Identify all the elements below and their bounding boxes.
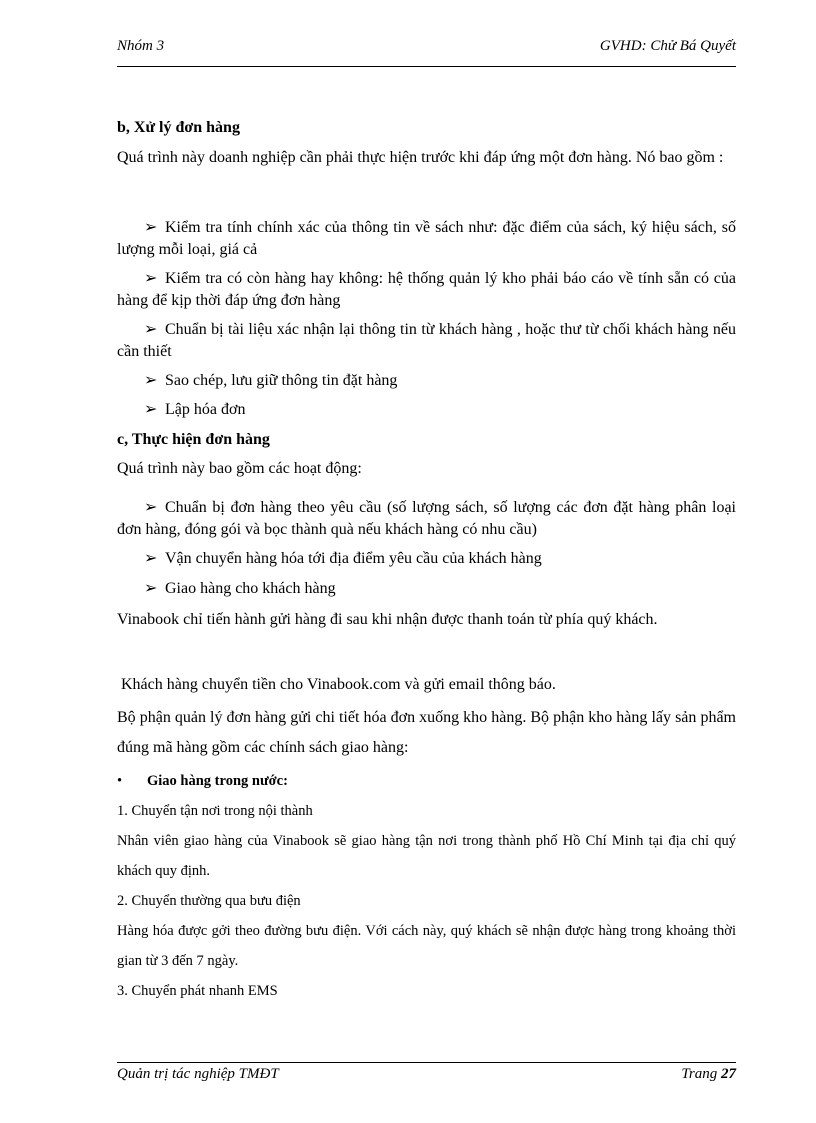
page-header: [117, 38, 736, 62]
page-number: 27: [721, 1066, 736, 1082]
delivery-item-title: 3. Chuyển phát nhanh EMS: [117, 983, 278, 999]
arrow-bullet-icon: ➢: [144, 219, 158, 236]
domestic-heading: • Giao hàng trong nước:: [117, 770, 736, 792]
list-item: ➢ Lập hóa đơn: [117, 399, 736, 421]
section-b-intro: Quá trình này doanh nghiệp cần phải thực hiện trước khi đáp ứng một đơn hàng. Nó bao gồm :: [117, 149, 724, 166]
header-group-name: Nhóm 3: [117, 38, 165, 54]
section-c-title: c, Thực hiện đơn hàng: [117, 431, 270, 448]
section-c-intro: Quá trình này bao gồm các hoạt động:: [117, 460, 362, 477]
footer-page: Trang 27: [681, 1066, 736, 1082]
header-rule: [117, 66, 736, 67]
arrow-bullet-icon: ➢: [144, 321, 158, 338]
dot-bullet-icon: •: [117, 773, 123, 789]
list-item: ➢ Chuẩn bị tài liệu xác nhận lại thông tin từ khách hàng , hoặc thư từ chối khách hàng nếu cần thiết: [117, 321, 736, 360]
header-instructor: GVHD: Chử Bá Quyết: [599, 38, 736, 54]
arrow-bullet-icon: ➢: [144, 580, 158, 597]
delivery-item-title: 1. Chuyển tận nơi trong nội thành: [117, 803, 313, 819]
page-footer: [117, 1066, 736, 1088]
list-item: ➢ Giao hàng cho khách hàng: [117, 578, 736, 600]
delivery-item-text: Nhân viên giao hàng của Vinabook sẽ giao hàng tận nơi trong thành phố Hồ Chí Minh tại địa chỉ quý khách quy định.: [117, 833, 736, 879]
arrow-bullet-icon: ➢: [144, 401, 158, 418]
delivery-item-text: Hàng hóa được gởi theo đường bưu điện. Với cách này, quý khách sẽ nhận được hàng trong khoảng thời gian từ 3 đến 7 ngày.: [117, 923, 736, 969]
footer-rule: [117, 1062, 736, 1063]
delivery-item-title: 2. Chuyển thường qua bưu điện: [117, 893, 301, 909]
list-item: ➢ Chuẩn bị đơn hàng theo yêu cầu (số lượng sách, số lượng các đơn đặt hàng phân loại đơn hàng, đóng gói và bọc thành quà nếu khách hàng có nhu cầu): [117, 499, 736, 538]
arrow-bullet-icon: ➢: [144, 499, 158, 516]
paragraph: Bộ phận quản lý đơn hàng gửi chi tiết hóa đơn xuống kho hàng. Bộ phận kho hàng lấy sản phẩm đúng mã hàng gồm các chính sách giao hàng:: [117, 709, 736, 756]
list-item: ➢ Vận chuyển hàng hóa tới địa điểm yêu cầu của khách hàng: [117, 548, 736, 570]
arrow-bullet-icon: ➢: [144, 550, 158, 567]
list-item: ➢ Sao chép, lưu giữ thông tin đặt hàng: [117, 370, 736, 392]
arrow-bullet-icon: ➢: [144, 270, 158, 287]
arrow-bullet-icon: ➢: [144, 372, 158, 389]
paragraph: Vinabook chỉ tiến hành gửi hàng đi sau khi nhận được thanh toán từ phía quý khách.: [117, 611, 658, 628]
section-b-title: b, Xử lý đơn hàng: [117, 119, 240, 136]
list-item: ➢ Kiểm tra tính chính xác của thông tin về sách như: đặc điểm của sách, ký hiệu sách, số lượng mỗi loại, giá cả: [117, 219, 736, 258]
list-item: ➢ Kiểm tra có còn hàng hay không: hệ thống quản lý kho phải báo cáo về tính sẵn có của hàng để kịp thời đáp ứng đơn hàng: [117, 270, 736, 309]
paragraph: Khách hàng chuyển tiền cho Vinabook.com và gửi email thông báo.: [117, 676, 556, 693]
footer-course-title: Quản trị tác nghiệp TMĐT: [117, 1066, 279, 1082]
